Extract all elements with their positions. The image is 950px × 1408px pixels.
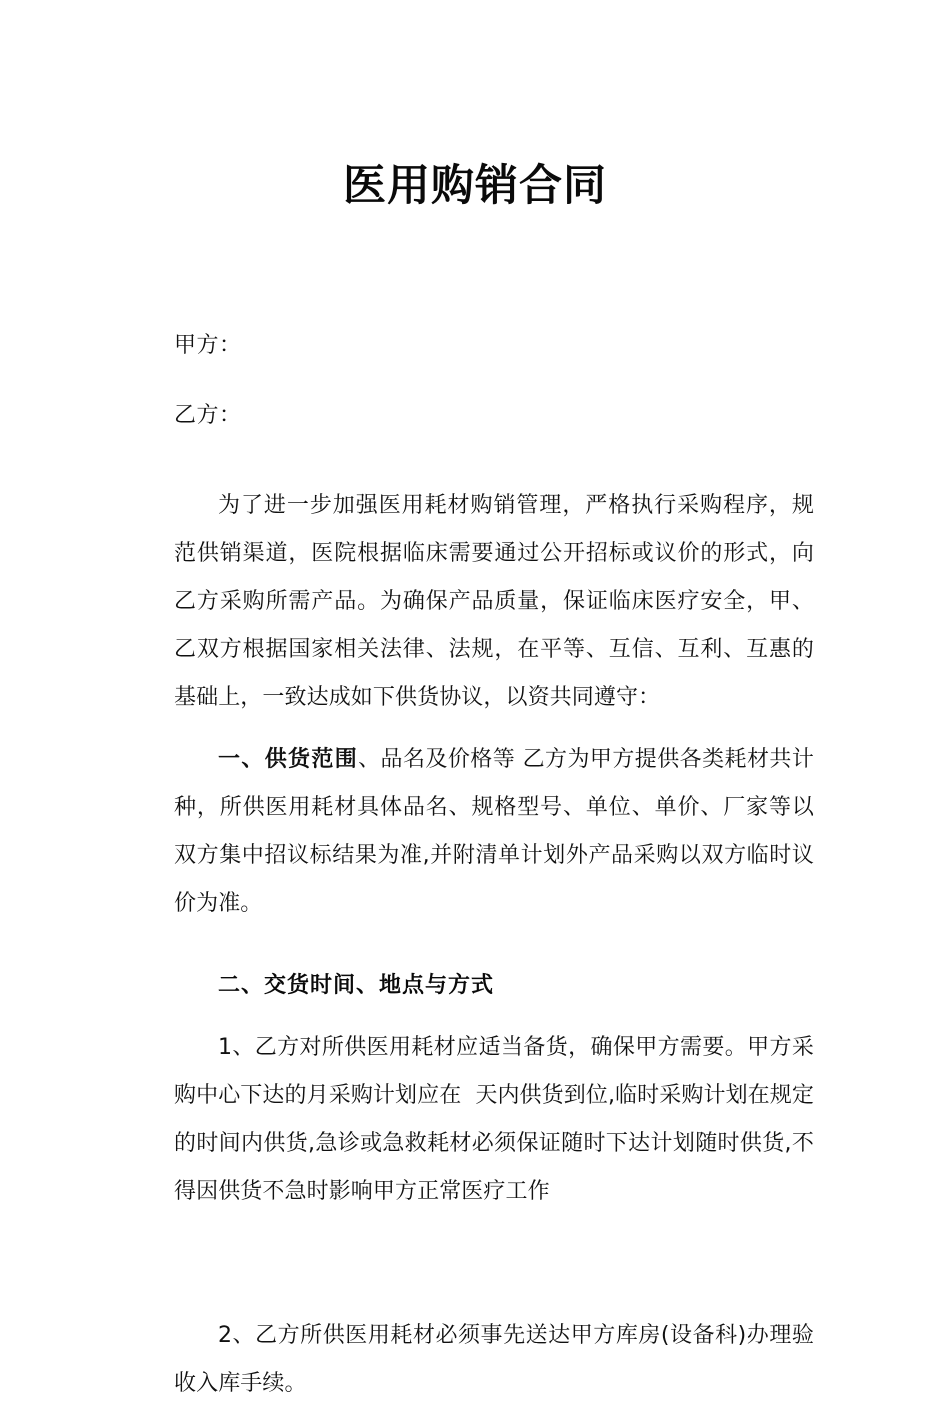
party-a-label: 甲方： [174,333,242,358]
spacer [174,928,814,962]
spacer [174,370,814,392]
section-one-heading-rest: 、品名及价格等 乙方为甲方提供各类耗材共计种，所供医用耗材具体品名、规格型号、单位、单价、厂家等以双方集中招议标结果为准,并附清单计划外产品采购以双方临时议价为准。 [174,747,814,916]
section-two-item-2 [174,1312,814,1408]
spacer [174,1216,814,1312]
item-marker: 2、 [218,1323,256,1348]
section-one-heading-bold: 供货范围 [264,747,359,772]
spacer [174,722,814,736]
item-text: 乙方所供医用耗材必须事先送达甲方库房(设备科)办理验收入库手续。 [174,1323,814,1396]
preamble-paragraph: 为了进一步加强医用耗材购销管理，严格执行采购程序，规范供销渠道，医院根据临床需要通过公开招标或议价的形式，向乙方采购所需产品。为确保产品质量，保证临床医疗安全，甲、乙双方根据国家相关法律、法规，在平等、互信、互利、互惠的基础上，一致达成如下供货协议，以资共同遵守： [174,493,814,710]
section-two-item-1 [174,1024,814,1216]
item-marker: 1、 [218,1035,255,1060]
spacer [174,440,814,482]
document-body [174,322,814,1408]
page-title: 医用购销合同 [343,161,607,211]
party-b-label: 乙方： [174,403,242,428]
spacer [174,1010,814,1024]
section-one-number: 一、 [218,747,265,772]
item-text-before-blank: 乙方对所供医用耗材应适当备货，确保甲方需要。甲方采购中心下达的月采购计划应在 [174,1035,814,1108]
item-text-after-blank: 天内供货到位,临时采购计划在规定的时间内供货,急诊或急救耗材必须保证随时下达计划随时供货,不得因供货不急时影响甲方正常医疗工作 [174,1083,814,1204]
section-one-paragraph [174,736,814,928]
section-two-heading: 二、交货时间、地点与方式 [218,973,495,998]
